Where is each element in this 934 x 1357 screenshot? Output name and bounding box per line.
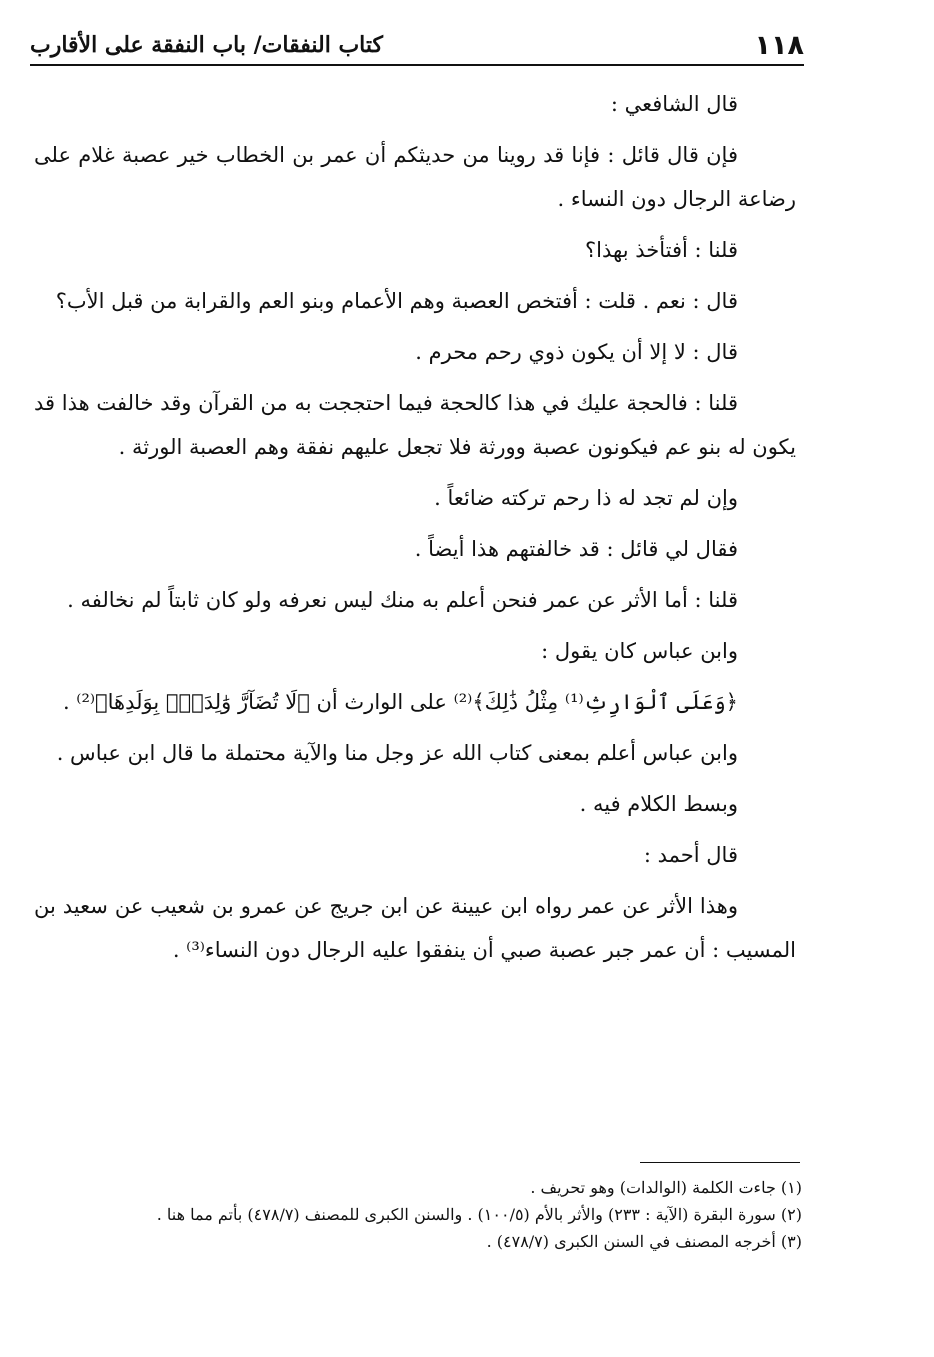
paragraph: قلنا : فالحجة عليك في هذا كالحجة فيما احتججت به من القرآن وقد خالفت هذا قد يكون له بنو عم فيكونون عصبة وورثة فلا تجعل عليهم نفقة وهم العصبة الورثة . [34, 391, 796, 459]
paragraph: قلنا : أفتأخذ بهذا؟ [585, 238, 738, 262]
running-title: كتاب النفقات/ باب النفقة على الأقارب [30, 32, 383, 58]
paragraph: وإن لم تجد له ذا رحم تركته ضائعاً . [434, 486, 738, 510]
paragraph: وابن عباس كان يقول : [541, 639, 738, 663]
footnotes [40, 1174, 802, 1255]
paragraph: فإن قال قائل : فإنا قد روينا من حديثكم أن عمر بن الخطاب خير عصبة غلام على رضاعة الرجال دون النساء . [34, 143, 796, 211]
footnote: (١) جاءت الكلمة (الوالدات) وهو تحريف . [530, 1178, 802, 1197]
paragraph: قال : نعم . قلت : أفتخص العصبة وهم الأعمام وبنو العم والقرابة من قبل الأب؟ [55, 289, 738, 313]
main-text [34, 82, 796, 979]
quran-verse-paragraph: ﴿وَعَلَى ٱلْوَارِثِ⁽¹⁾ مِثْلُ ذَٰلِكَ﴾⁽²⁾ على الوارث أن ﴿لَا تُضَآرَّ وَٰلِدَةٌۢ بِوَلَدِهَا﴾⁽²⁾ . [62, 690, 738, 714]
footnote-divider [640, 1162, 800, 1163]
paragraph: وبسط الكلام فيه . [579, 792, 738, 816]
paragraph: قال أحمد : [643, 843, 738, 867]
footnote: (٢) سورة البقرة (الآية : ٢٣٣) والأثر بالأم (١٠٠/٥) . والسنن الكبرى للمصنف (٤٧٨/٧) بأتم مما هنا . [156, 1205, 802, 1224]
paragraph: فقال لي قائل : قد خالفتهم هذا أيضاً . [414, 537, 738, 561]
paragraph: قال الشافعي : [610, 92, 738, 116]
footnote: (٣) أخرجه المصنف في السنن الكبرى (٤٧٨/٧) . [486, 1232, 802, 1251]
paragraph: وهذا الأثر عن عمر رواه ابن عيينة عن ابن جريج عن عمرو بن شعيب عن سعيد بن المسيب : أن عمر جبر عصبة صبي أن ينفقوا عليه الرجال دون النساء⁽³⁾ . [34, 894, 796, 962]
paragraph: قلنا : أما الأثر عن عمر فنحن أعلم به منك ليس نعرفه ولو كان ثابتاً لم نخالفه . [67, 588, 738, 612]
paragraph: قال : لا إلا أن يكون ذوي رحم محرم . [415, 340, 738, 364]
page-number: ١١٨ [754, 30, 804, 61]
paragraph: وابن عباس أعلم بمعنى كتاب الله عز وجل منا والآية محتملة ما قال ابن عباس . [56, 741, 738, 765]
page-header [30, 28, 804, 68]
header-divider [30, 64, 804, 66]
